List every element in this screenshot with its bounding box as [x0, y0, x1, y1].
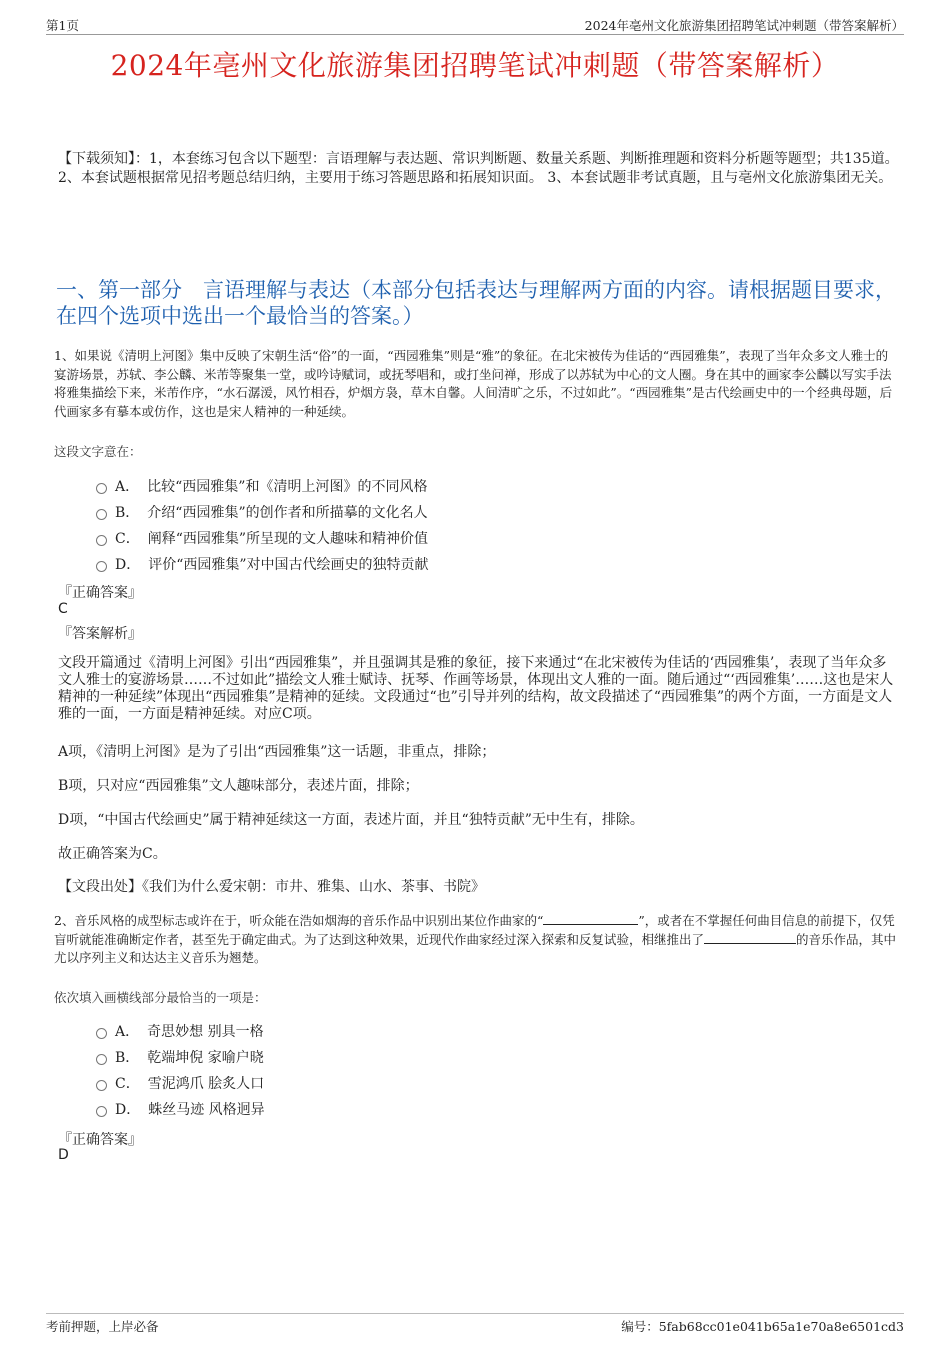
radio-icon[interactable]: [96, 1080, 107, 1091]
question-1-prompt: 这段文字意在：: [54, 444, 142, 459]
radio-icon[interactable]: [96, 1028, 107, 1039]
option-letter: C．: [115, 531, 140, 547]
option-letter: A．: [115, 479, 140, 495]
option-letter: B．: [115, 1050, 140, 1066]
option-letter: D．: [115, 1102, 141, 1118]
question-1-options: [96, 473, 429, 577]
question-2-options: [96, 1018, 265, 1122]
option-letter: B．: [115, 505, 140, 521]
correct-answer-value: D: [58, 1147, 69, 1163]
text-source: 【文段出处】《我们为什么爱宋朝：市井、雅集、山水、茶事、书院》: [58, 879, 485, 895]
section-heading: 一、第一部分 言语理解与表达（本部分包括表达与理解两方面的内容。请根据题目要求，在四个选项中选出一个最恰当的答案。）: [56, 278, 896, 328]
option-a[interactable]: [96, 473, 429, 499]
correct-answer-label: 『正确答案』: [58, 585, 142, 601]
option-text: 蛛丝马迹 风格迥异: [148, 1102, 265, 1118]
option-d[interactable]: [96, 551, 429, 577]
analysis-option-a: A项，《清明上河图》是为了引出“西园雅集”这一话题，非重点，排除；: [58, 744, 496, 760]
option-text: 评价“西园雅集”对中国古代绘画史的独特贡献: [148, 557, 429, 573]
fill-blank-2: [704, 932, 796, 944]
radio-icon[interactable]: [96, 1054, 107, 1065]
page-header: [46, 14, 904, 35]
option-text: 雪泥鸿爪 脍炙人口: [147, 1076, 265, 1092]
question-2-prompt: 依次填入画横线部分最恰当的一项是：: [54, 990, 267, 1005]
option-text: 阐释“西园雅集”所呈现的文人趣味和精神价值: [147, 531, 429, 547]
correct-answer-label: 『正确答案』: [58, 1132, 142, 1148]
radio-icon[interactable]: [96, 561, 107, 572]
radio-icon[interactable]: [96, 483, 107, 494]
option-text: 乾端坤倪 家喻户晓: [147, 1050, 264, 1066]
option-text: 比较“西园雅集”和《清明上河图》的不同风格: [147, 479, 428, 495]
option-letter: C．: [115, 1076, 140, 1092]
option-text: 奇思妙想 别具一格: [147, 1024, 264, 1040]
radio-icon[interactable]: [96, 1106, 107, 1117]
download-notice: 【下载须知】：1，本套练习包含以下题型：言语理解与表达题、常识判断题、数量关系题、判断推理题和资料分析题等题型；共135道。 2、本套试题根据常见招考题总结归纳，主要用于练习答题思路和拓展知识面。 3、本套试题非考试真题，且与亳州文化旅游集团无关。: [58, 151, 899, 186]
page-number: 第1页: [46, 18, 79, 33]
question-2-text-part2: ”，或者在不掌握任何曲目信息的前提下，仅凭盲听就能准确断定作者，甚至先于确定曲式。为了达到这种效果，近现代作曲家经过深入探索和反复试验，相继推出了: [54, 913, 895, 947]
analysis-paragraph: 文段开篇通过《清明上河图》引出“西园雅集”，并且强调其是雅的象征，接下来通过“在北宋被传为佳话的‘西园雅集’，表现了当年众多文人雅士的宴游场景……不过如此”描绘文人雅士赋诗、抚琴、作画等场景，体现出文人雅的一面。随后通过“‘西园雅集’……这也是宋人精神的一种延续”体现出“西园雅集”是精神的延续。文段通过“也”引导并列的结构，故文段描述了“西园雅集”的两个方面，一方面是文人雅的一面，一方面是精神延续。对应C项。: [58, 655, 894, 722]
analysis-option-b: B项，只对应“西园雅集”文人趣味部分，表述片面，排除；: [58, 778, 419, 794]
header-doc-title: 2024年亳州文化旅游集团招聘笔试冲刺题（带答案解析）: [584, 18, 904, 33]
option-b[interactable]: [96, 499, 429, 525]
correct-answer-value: C: [58, 601, 68, 617]
analysis-conclusion: 故正确答案为C。: [58, 846, 167, 862]
radio-icon[interactable]: [96, 535, 107, 546]
footer-serial: 编号：5fab68cc01e041b65a1e70a8e6501cd3: [621, 1319, 904, 1334]
analysis-label: 『答案解析』: [58, 626, 142, 642]
option-c[interactable]: [96, 525, 429, 551]
question-1-text: 1、如果说《清明上河图》集中反映了宋朝生活“俗”的一面，“西园雅集”则是“雅”的象征。在北宋被传为佳话的“西园雅集”，表现了当年众多文人雅士的宴游场景，苏轼、李公麟、米芾等聚集一堂，或吟诗赋词，或抚琴唱和，或打坐问禅，形成了以苏轼为中心的文人圈。身在其中的画家李公麟以写实手法将雅集描绘下来，米芾作序，“水石潺湲，风竹相吞，炉烟方袅，草木自馨。人间清旷之乐，不过如此”。“西园雅集”是古代绘画史中的一个经典母题，后代画家多有摹本或仿作，这也是宋人精神的一种延续。: [54, 348, 893, 419]
option-text: 介绍“西园雅集”的创作者和所描摹的文化名人: [147, 505, 428, 521]
page-title: 2024年亳州文化旅游集团招聘笔试冲刺题（带答案解析）: [110, 49, 840, 82]
question-2-text-part1: 2、音乐风格的成型标志或许在于，听众能在浩如烟海的音乐作品中识别出某位作曲家的“: [54, 913, 544, 928]
fill-blank-1: [543, 913, 638, 925]
question-2-text: [54, 912, 898, 968]
option-c[interactable]: [96, 1070, 265, 1096]
option-d[interactable]: [96, 1096, 265, 1122]
analysis-option-d: D项，“中国古代绘画史”属于精神延续这一方面，表述片面，并且“独特贡献”无中生有，排除。: [58, 812, 644, 828]
option-a[interactable]: [96, 1018, 265, 1044]
option-letter: A．: [115, 1024, 140, 1040]
footer-slogan: 考前押题，上岸必备: [46, 1319, 159, 1334]
page-footer: [46, 1313, 904, 1334]
option-b[interactable]: [96, 1044, 265, 1070]
question-2-text-part3: 的音乐作品，其中尤以序列主义和达达主义音乐为翘楚。: [54, 931, 897, 965]
option-letter: D．: [115, 557, 141, 573]
radio-icon[interactable]: [96, 509, 107, 520]
